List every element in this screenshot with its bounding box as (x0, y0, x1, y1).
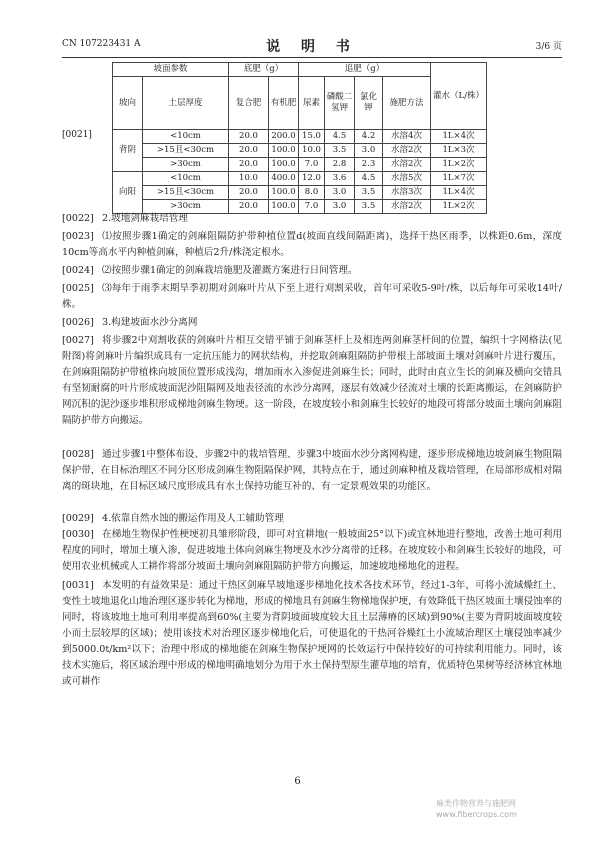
th-method: 施肥方法 (383, 77, 431, 130)
page-number: 6 (294, 776, 301, 787)
cell-water: 1L×4次 (431, 186, 487, 200)
paragraph-text: 4.依靠自然水蚀的搬运作用及人工辅助管理 (102, 513, 284, 524)
cell-aspect: 向阳 (113, 172, 143, 214)
th-organic: 有机肥 (269, 77, 299, 130)
cell-aspect: 背阴 (113, 130, 143, 172)
cell-kcl: 3.5 (355, 186, 383, 200)
header-rule (62, 57, 562, 58)
table-row (113, 186, 487, 200)
paragraph (62, 511, 562, 527)
watermark-line-2: www.fibercrops.com (436, 810, 517, 819)
cell-depth: <10cm (143, 172, 229, 186)
paragraph-tag: [0022] (62, 213, 94, 224)
cell-kcl: 3.5 (355, 200, 383, 214)
th-compound: 复合肥 (229, 77, 269, 130)
cell-urea: 15.0 (299, 130, 325, 144)
paragraph (62, 211, 562, 227)
cell-water: 1L×4次 (431, 130, 487, 144)
paragraph-text: ⑵按照步骤1确定的剑麻栽培施肥及灌溉方案进行日间管理。 (102, 265, 358, 276)
th-soil-depth: 土层厚度 (143, 77, 229, 130)
cell-phosphate: 4.5 (325, 130, 355, 144)
cell-compound: 20.0 (229, 200, 269, 214)
th-top-fert: 追肥（g） (299, 63, 431, 77)
paragraph-text: 在梯地生物保护性梗埂初具雏形阶段，即可对宜耕地(一般坡面25°以下)或宜林地进行整地，改善土地可利用程度的同时，增加土壤入渗，促进坡地土体向剑麻生物埂及水沙分离带的迁移。在坡度较小和剑麻生长较好的地段，可使用农业机械或人工耕作将部分坡面土壤向剑麻阻隔防护带方向搬运，加速坡地梯地化的进程。 (62, 529, 562, 572)
cell-urea: 7.0 (299, 200, 325, 214)
cell-compound: 20.0 (229, 186, 269, 200)
watermark (436, 798, 517, 820)
cell-organic: 100.0 (269, 144, 299, 158)
paragraph-tag: [0028] (62, 449, 94, 460)
paragraph-text: 本发明的有益效果是：通过干热区剑麻旱坡地逐步梯地化技术各技术环节，经过1-3年，可将小流域燥红土、变性土坡地退化山地治理区逐步转化为梯地，形成的梯地具有剑麻生物梯地保护埂，有效降低干热区坡面土壤侵蚀率的同时，将该坡地土地可利用率提高到60%(主要为背阴坡面坡度较大且土层薄瘠的区域)到90%(主要为背阴坡面坡度较小而土层较厚的区域)；使用该技术对治理区逐步梯地化后，可使退化的干热河谷燥红土小流域治理区土壤侵蚀率减少到5000.0t/km²以下；治理中形成的梯地能在剑麻生物保护埂网的长效运行中保持较好的可持续利用能力。同时，该技术实施后，将区域治理中形成的梯地明确地划分为用于水土保持型原生灌草地的培育，优质特色果树等经济林宜林地或可耕作 (62, 580, 562, 687)
paragraph (62, 447, 562, 495)
cell-method: 水溶3次 (383, 186, 431, 200)
paragraph-tag: [0025] (62, 283, 94, 294)
cell-depth: >15且<30cm (143, 186, 229, 200)
cell-method: 水溶2次 (383, 200, 431, 214)
cell-depth: >15且<30cm (143, 144, 229, 158)
paragraph-tag: [0023] (62, 231, 94, 242)
table-paragraph-tag: [0021] (62, 130, 92, 140)
page-header (62, 36, 562, 54)
cell-method: 水溶5次 (383, 172, 431, 186)
cell-organic: 200.0 (269, 130, 299, 144)
paragraph-text: 3.构建坡面水沙分离网 (102, 317, 198, 328)
cell-depth: >30cm (143, 158, 229, 172)
cell-urea: 8.0 (299, 186, 325, 200)
paragraph-tag: [0027] (62, 335, 94, 346)
watermark-line-1: 麻类作物营养与施肥网 (436, 799, 516, 808)
cell-phosphate: 3.0 (325, 186, 355, 200)
paragraph-text: 通过步骤1中整体布设、步骤2中的栽培管理、步骤3中坡面水沙分离网构建，逐步形成梯地边坡剑麻生物阻隔保护带，在目标治理区不同分区形成剑麻生物阻隔保护网，其特点在于，通过剑麻种植及栽培管理，在局部形成相对隔离的斑块地，在目标区域尺度形成具有水土保持功能互补的、有一定景观效果的功能区。 (62, 449, 562, 492)
table-row (113, 172, 487, 186)
cell-kcl: 4.5 (355, 172, 383, 186)
th-aspect: 坡向 (113, 77, 143, 130)
paragraph-text: 将步骤2中刈割收获的剑麻叶片相互交错平铺于剑麻茎杆上及相连两剑麻茎杆间的位置，编织十字网格法(见附图)将剑麻叶片编织成具有一定抗压能力的网状结构，并挖取剑麻阻隔防护带根上部坡面土壤对剑麻叶片进行覆压，在剑麻阻隔防护带植株向坡顶位置形成浅沟，增加雨水入渗促进剑麻生长；同时，此时由直立生长的剑麻及横向交错具有坚韧耐腐的叶片形成坡面泥沙阻隔网及地表径流的水沙分离网，逐层有效减少径流对土壤的长距离搬运，在剑麻防护网沉积的泥沙逐步堆积形成梯地剑麻生物埂。这一阶段，在坡度较小和剑麻生长较好的地段可将部分坡面土壤向剑麻阻隔防护带方向搬运。 (62, 335, 562, 426)
th-urea: 尿素 (299, 77, 325, 130)
paragraph-text: ⑶每年于雨季末期旱季初期对剑麻叶片从下至上进行刈割采收，首年可采收5-9叶/株，以后每年可采收14叶/株。 (62, 283, 562, 310)
cell-urea: 10.0 (299, 144, 325, 158)
cell-water: 1L×2次 (431, 200, 487, 214)
publication-number: CN 107223431 A (62, 39, 141, 49)
cell-organic: 100.0 (269, 186, 299, 200)
paragraph (62, 527, 562, 575)
cell-phosphate: 3.5 (325, 144, 355, 158)
paragraph (62, 263, 562, 279)
paragraph (62, 315, 562, 331)
cell-water: 1L×2次 (431, 158, 487, 172)
cell-urea: 12.0 (299, 172, 325, 186)
paragraph-text: ⑴按照步骤1确定的剑麻阻隔防护带种植位置d(坡面直线间隔距离)，选择干热区雨季，以株距0.6m，深度10cm等高水平内种植剑麻，种植后2升/株浇定根水。 (62, 231, 562, 258)
cell-compound: 20.0 (229, 130, 269, 144)
cell-compound: 10.0 (229, 172, 269, 186)
table-row (113, 158, 487, 172)
paragraph-tag: [0029] (62, 513, 94, 524)
page-reference: 3/6 页 (535, 42, 562, 52)
cell-method: 水溶4次 (383, 130, 431, 144)
cell-organic: 100.0 (269, 158, 299, 172)
cell-water: 1L×7次 (431, 172, 487, 186)
th-kcl: 氯化钾 (355, 77, 383, 130)
cell-urea: 7.0 (299, 158, 325, 172)
cell-water: 1L×3次 (431, 144, 487, 158)
paragraph-tag: [0030] (62, 529, 94, 540)
cell-phosphate: 3.0 (325, 200, 355, 214)
th-base-fert: 底肥（g） (229, 63, 299, 77)
cell-method: 水溶2次 (383, 158, 431, 172)
th-irrigation: 灌水（L/株） (431, 63, 487, 130)
th-phosphate: 磷酸二氢钾 (325, 77, 355, 130)
cell-organic: 100.0 (269, 200, 299, 214)
paragraph-tag: [0031] (62, 580, 94, 591)
cell-organic: 400.0 (269, 172, 299, 186)
cell-compound: 20.0 (229, 158, 269, 172)
paragraph (62, 229, 562, 261)
paragraph (62, 281, 562, 313)
cell-depth: <10cm (143, 130, 229, 144)
cell-depth: >30cm (143, 200, 229, 214)
cell-kcl: 4.2 (355, 130, 383, 144)
paragraph (62, 578, 562, 690)
paragraph-tag: [0024] (62, 265, 94, 276)
paragraph-text: 2.坡地剑麻栽培管理 (102, 213, 188, 224)
cell-phosphate: 2.8 (325, 158, 355, 172)
cell-kcl: 3.0 (355, 144, 383, 158)
cell-phosphate: 3.6 (325, 172, 355, 186)
cell-compound: 20.0 (229, 144, 269, 158)
table-row (113, 130, 487, 144)
document-title: 说 明 书 (266, 39, 358, 55)
paragraph-tag: [0026] (62, 317, 94, 328)
paragraph (62, 333, 562, 429)
cell-kcl: 2.3 (355, 158, 383, 172)
th-slope-params: 坡面参数 (113, 63, 229, 77)
fertilization-table (112, 62, 487, 214)
table-row (113, 144, 487, 158)
cell-method: 水溶2次 (383, 144, 431, 158)
